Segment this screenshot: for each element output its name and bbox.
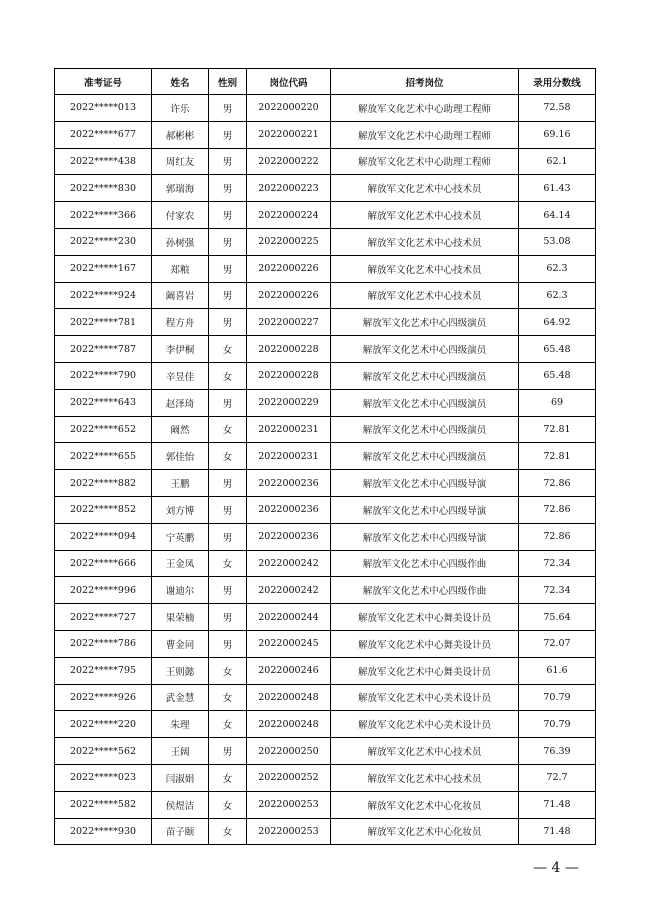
table-row [55, 550, 596, 577]
cell-score: 64.92 [519, 309, 596, 336]
cell-post: 解放军文化艺术中心四级导演 [331, 523, 519, 550]
results-table [54, 68, 596, 845]
cell-gender: 女 [209, 443, 247, 470]
cell-post: 解放军文化艺术中心四级演员 [331, 416, 519, 443]
cell-post: 解放军文化艺术中心技术员 [331, 764, 519, 791]
cell-name: 朱理 [152, 711, 209, 738]
cell-exam-no: 2022*****786 [55, 630, 152, 657]
cell-post-code: 2022000228 [247, 336, 331, 363]
table-row [55, 202, 596, 229]
cell-gender: 男 [209, 309, 247, 336]
cell-name: 周红友 [152, 148, 209, 175]
cell-post: 解放军文化艺术中心四级导演 [331, 496, 519, 523]
table-row [55, 228, 596, 255]
cell-post: 解放军文化艺术中心技术员 [331, 202, 519, 229]
cell-post-code: 2022000244 [247, 604, 331, 631]
table-row [55, 630, 596, 657]
cell-exam-no: 2022*****666 [55, 550, 152, 577]
cell-score: 72.86 [519, 470, 596, 497]
cell-exam-no: 2022*****882 [55, 470, 152, 497]
cell-name: 程方舟 [152, 309, 209, 336]
table-row [55, 175, 596, 202]
cell-score: 65.48 [519, 336, 596, 363]
cell-exam-no: 2022*****652 [55, 416, 152, 443]
cell-post-code: 2022000246 [247, 657, 331, 684]
cell-gender: 男 [209, 121, 247, 148]
header-name: 姓名 [152, 69, 209, 95]
cell-post-code: 2022000252 [247, 764, 331, 791]
cell-post-code: 2022000221 [247, 121, 331, 148]
cell-score: 71.48 [519, 818, 596, 845]
cell-name: 孙树强 [152, 228, 209, 255]
table-body [55, 95, 596, 845]
cell-gender: 男 [209, 228, 247, 255]
cell-post: 解放军文化艺术中心舞美设计员 [331, 630, 519, 657]
cell-exam-no: 2022*****852 [55, 496, 152, 523]
cell-name: 阚喜岩 [152, 282, 209, 309]
cell-post: 解放军文化艺术中心技术员 [331, 228, 519, 255]
table-row [55, 389, 596, 416]
cell-post-code: 2022000226 [247, 282, 331, 309]
table-row [55, 148, 596, 175]
cell-post-code: 2022000229 [247, 389, 331, 416]
cell-gender: 女 [209, 550, 247, 577]
table-row [55, 684, 596, 711]
cell-gender: 女 [209, 791, 247, 818]
cell-exam-no: 2022*****996 [55, 577, 152, 604]
cell-name: 王阔 [152, 738, 209, 765]
cell-name: 王金凤 [152, 550, 209, 577]
cell-post-code: 2022000248 [247, 711, 331, 738]
cell-name: 闫淑娟 [152, 764, 209, 791]
cell-name: 宁英鹏 [152, 523, 209, 550]
cell-post: 解放军文化艺术中心舞美设计员 [331, 657, 519, 684]
cell-score: 72.81 [519, 443, 596, 470]
cell-post-code: 2022000220 [247, 95, 331, 122]
cell-post-code: 2022000227 [247, 309, 331, 336]
cell-post-code: 2022000236 [247, 470, 331, 497]
cell-post-code: 2022000231 [247, 416, 331, 443]
cell-score: 62.3 [519, 282, 596, 309]
cell-exam-no: 2022*****787 [55, 336, 152, 363]
cell-exam-no: 2022*****795 [55, 657, 152, 684]
cell-gender: 男 [209, 496, 247, 523]
cell-score: 69.16 [519, 121, 596, 148]
cell-score: 70.79 [519, 684, 596, 711]
cell-post: 解放军文化艺术中心四级演员 [331, 443, 519, 470]
cell-gender: 男 [209, 282, 247, 309]
cell-post-code: 2022000253 [247, 791, 331, 818]
cell-exam-no: 2022*****655 [55, 443, 152, 470]
cell-exam-no: 2022*****438 [55, 148, 152, 175]
page-number: — 4 — [533, 860, 579, 876]
table-row [55, 121, 596, 148]
cell-exam-no: 2022*****830 [55, 175, 152, 202]
cell-post-code: 2022000231 [247, 443, 331, 470]
table-row [55, 604, 596, 631]
cell-name: 郭佳怡 [152, 443, 209, 470]
cell-post: 解放军文化艺术中心助理工程师 [331, 148, 519, 175]
cell-gender: 男 [209, 389, 247, 416]
cell-name: 侯煜洁 [152, 791, 209, 818]
table-row [55, 764, 596, 791]
cell-post: 解放军文化艺术中心技术员 [331, 282, 519, 309]
cell-name: 王鹏 [152, 470, 209, 497]
cell-post-code: 2022000224 [247, 202, 331, 229]
cell-gender: 男 [209, 255, 247, 282]
table-row [55, 577, 596, 604]
table-header-row [55, 69, 596, 95]
cell-score: 62.3 [519, 255, 596, 282]
table-row [55, 711, 596, 738]
cell-post: 解放军文化艺术中心四级演员 [331, 389, 519, 416]
table-row [55, 738, 596, 765]
table-row [55, 416, 596, 443]
cell-post: 解放军文化艺术中心美术设计员 [331, 684, 519, 711]
table-row [55, 523, 596, 550]
cell-score: 72.34 [519, 550, 596, 577]
cell-score: 72.07 [519, 630, 596, 657]
cell-post: 解放军文化艺术中心化妆员 [331, 818, 519, 845]
cell-gender: 男 [209, 630, 247, 657]
cell-post-code: 2022000226 [247, 255, 331, 282]
cell-score: 62.1 [519, 148, 596, 175]
cell-exam-no: 2022*****643 [55, 389, 152, 416]
cell-score: 70.79 [519, 711, 596, 738]
cell-exam-no: 2022*****930 [55, 818, 152, 845]
cell-score: 61.6 [519, 657, 596, 684]
cell-score: 65.48 [519, 362, 596, 389]
cell-post-code: 2022000236 [247, 496, 331, 523]
cell-score: 72.81 [519, 416, 596, 443]
cell-exam-no: 2022*****926 [55, 684, 152, 711]
cell-name: 阚然 [152, 416, 209, 443]
cell-name: 苗子颐 [152, 818, 209, 845]
cell-gender: 男 [209, 577, 247, 604]
cell-exam-no: 2022*****167 [55, 255, 152, 282]
cell-exam-no: 2022*****562 [55, 738, 152, 765]
cell-name: 付家农 [152, 202, 209, 229]
cell-gender: 女 [209, 711, 247, 738]
table-row [55, 282, 596, 309]
cell-post-code: 2022000253 [247, 818, 331, 845]
cell-post: 解放军文化艺术中心美术设计员 [331, 711, 519, 738]
cell-gender: 女 [209, 684, 247, 711]
cell-score: 72.86 [519, 496, 596, 523]
cell-score: 53.08 [519, 228, 596, 255]
cell-gender: 女 [209, 818, 247, 845]
header-post-code: 岗位代码 [247, 69, 331, 95]
cell-post-code: 2022000248 [247, 684, 331, 711]
cell-post: 解放军文化艺术中心四级演员 [331, 362, 519, 389]
cell-exam-no: 2022*****023 [55, 764, 152, 791]
cell-exam-no: 2022*****220 [55, 711, 152, 738]
cell-score: 64.14 [519, 202, 596, 229]
table-row [55, 443, 596, 470]
cell-post-code: 2022000223 [247, 175, 331, 202]
cell-post: 解放军文化艺术中心技术员 [331, 255, 519, 282]
cell-name: 谢迪尔 [152, 577, 209, 604]
cell-post: 解放军文化艺术中心技术员 [331, 738, 519, 765]
cell-score: 72.7 [519, 764, 596, 791]
cell-post: 解放军文化艺术中心四级演员 [331, 309, 519, 336]
cell-score: 72.58 [519, 95, 596, 122]
table-row [55, 362, 596, 389]
table-row [55, 791, 596, 818]
table-row [55, 309, 596, 336]
cell-name: 辛昱佳 [152, 362, 209, 389]
cell-post-code: 2022000228 [247, 362, 331, 389]
cell-score: 75.64 [519, 604, 596, 631]
cell-post-code: 2022000245 [247, 630, 331, 657]
cell-gender: 男 [209, 175, 247, 202]
cell-gender: 男 [209, 202, 247, 229]
cell-gender: 女 [209, 416, 247, 443]
cell-score: 72.86 [519, 523, 596, 550]
table-row [55, 336, 596, 363]
cell-gender: 男 [209, 604, 247, 631]
table-row [55, 818, 596, 845]
cell-gender: 女 [209, 336, 247, 363]
cell-score: 61.43 [519, 175, 596, 202]
cell-score: 72.34 [519, 577, 596, 604]
cell-name: 许乐 [152, 95, 209, 122]
table-row [55, 255, 596, 282]
cell-name: 郭瑞海 [152, 175, 209, 202]
cell-exam-no: 2022*****366 [55, 202, 152, 229]
table-row [55, 496, 596, 523]
cell-name: 赵泽琦 [152, 389, 209, 416]
cell-gender: 男 [209, 738, 247, 765]
cell-gender: 女 [209, 657, 247, 684]
cell-post-code: 2022000250 [247, 738, 331, 765]
cell-post-code: 2022000242 [247, 550, 331, 577]
cell-exam-no: 2022*****790 [55, 362, 152, 389]
cell-post-code: 2022000222 [247, 148, 331, 175]
cell-name: 武金慧 [152, 684, 209, 711]
cell-name: 果荣楠 [152, 604, 209, 631]
cell-name: 郑粮 [152, 255, 209, 282]
cell-exam-no: 2022*****013 [55, 95, 152, 122]
cell-post: 解放军文化艺术中心四级作曲 [331, 577, 519, 604]
cell-gender: 男 [209, 148, 247, 175]
table-row [55, 657, 596, 684]
cell-name: 郝彬彬 [152, 121, 209, 148]
cell-gender: 女 [209, 362, 247, 389]
cell-gender: 男 [209, 470, 247, 497]
cell-post: 解放军文化艺术中心助理工程师 [331, 121, 519, 148]
table-row [55, 95, 596, 122]
cell-post: 解放军文化艺术中心四级作曲 [331, 550, 519, 577]
cell-exam-no: 2022*****677 [55, 121, 152, 148]
cell-score: 76.39 [519, 738, 596, 765]
header-score: 录用分数线 [519, 69, 596, 95]
cell-name: 刘方博 [152, 496, 209, 523]
header-gender: 性别 [209, 69, 247, 95]
cell-post-code: 2022000236 [247, 523, 331, 550]
cell-exam-no: 2022*****230 [55, 228, 152, 255]
cell-exam-no: 2022*****727 [55, 604, 152, 631]
cell-exam-no: 2022*****094 [55, 523, 152, 550]
cell-score: 71.48 [519, 791, 596, 818]
cell-post-code: 2022000242 [247, 577, 331, 604]
cell-name: 王则懿 [152, 657, 209, 684]
cell-gender: 女 [209, 764, 247, 791]
cell-exam-no: 2022*****781 [55, 309, 152, 336]
header-post: 招考岗位 [331, 69, 519, 95]
cell-post: 解放军文化艺术中心四级导演 [331, 470, 519, 497]
cell-name: 李伊桐 [152, 336, 209, 363]
cell-gender: 男 [209, 95, 247, 122]
cell-score: 69 [519, 389, 596, 416]
cell-post: 解放军文化艺术中心四级演员 [331, 336, 519, 363]
cell-post: 解放军文化艺术中心舞美设计员 [331, 604, 519, 631]
cell-post-code: 2022000225 [247, 228, 331, 255]
cell-post: 解放军文化艺术中心技术员 [331, 175, 519, 202]
header-exam-no: 准考证号 [55, 69, 152, 95]
cell-post: 解放军文化艺术中心化妆员 [331, 791, 519, 818]
cell-name: 曹金同 [152, 630, 209, 657]
table-row [55, 470, 596, 497]
cell-exam-no: 2022*****582 [55, 791, 152, 818]
cell-post: 解放军文化艺术中心助理工程师 [331, 95, 519, 122]
cell-exam-no: 2022*****924 [55, 282, 152, 309]
cell-gender: 男 [209, 523, 247, 550]
